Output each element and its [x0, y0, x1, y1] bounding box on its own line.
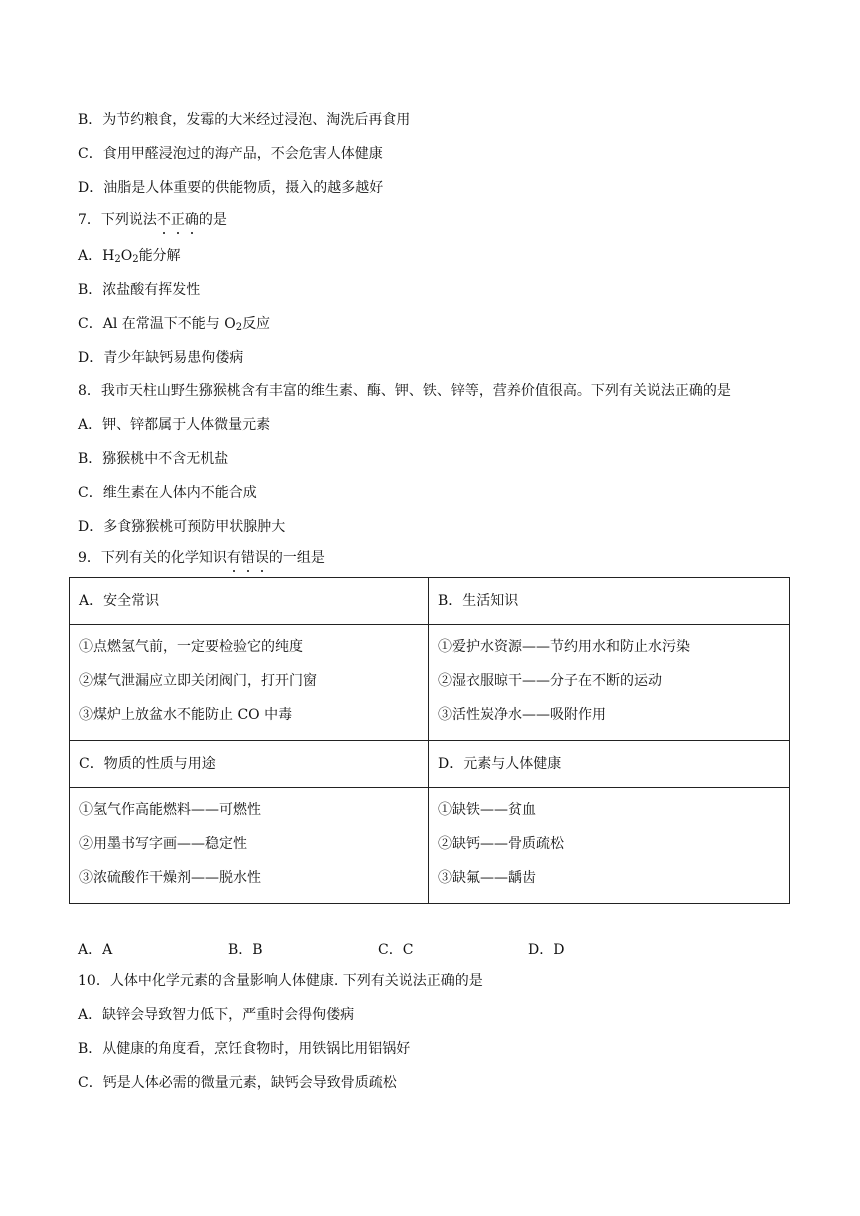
- q9-a-item-3: ③煤炉上放盆水不能防止 CO 中毒: [79, 707, 293, 723]
- q7-emph-char-2: 正: [171, 212, 185, 228]
- q6-option-c: C．食用甲醛浸泡过的海产品，不会危害人体健康: [78, 146, 383, 162]
- q6-option-b: B．为节约粮食，发霉的大米经过浸泡、淘洗后再食用: [78, 112, 411, 128]
- q9-cell-a-title: A．安全常识: [70, 578, 429, 625]
- q8-option-a: A．钾、锌都属于人体微量元素: [78, 417, 271, 433]
- q9-choice-d: D．D: [528, 942, 565, 958]
- q7-option-c: C．Al 在常温下不能与 $O_2$反应: [78, 316, 271, 333]
- q8-option-d: D．多食猕猴桃可预防甲状腺肿大: [78, 519, 286, 535]
- q8-stem: 8．我市天柱山野生猕猴桃含有丰富的维生素、酶、钾、铁、锌等，营养价值很高。下列有关说法正确的是: [78, 383, 731, 399]
- q9-emph-char-2: 错: [241, 550, 255, 566]
- q9-b-item-2: ②湿衣服晾干——分子在不断的运动: [438, 673, 662, 689]
- q9-d-item-3: ③缺氟——龋齿: [438, 870, 536, 886]
- q9-choice-c: C．C: [378, 942, 414, 958]
- q9-choice-b: B．B: [228, 942, 263, 958]
- q7-stem-post: 的是: [198, 212, 227, 228]
- q10-option-c: C．钙是人体必需的微量元素，缺钙会导致骨质疏松: [78, 1075, 397, 1091]
- q9-a-item-1: ①点燃氢气前，一定要检验它的纯度: [79, 639, 303, 655]
- q9-d-item-1: ①缺铁——贫血: [438, 802, 536, 818]
- q9-cell-c-items: [70, 788, 429, 904]
- q9-choice-a: A．A: [78, 942, 113, 958]
- q8-option-b: B．猕猴桃中不含无机盐: [78, 451, 229, 467]
- q7-stem-pre: 7．下列说法: [78, 212, 157, 228]
- q9-a-item-2: ②煤气泄漏应立即关闭阀门，打开门窗: [79, 673, 317, 689]
- q10-stem: 10．人体中化学元素的含量影响人体健康. 下列有关说法正确的是: [78, 973, 483, 989]
- q10-option-b: B．从健康的角度看，烹饪食物时，用铁锅比用铝锅好: [78, 1041, 411, 1057]
- q9-cell-d-title: D．元素与人体健康: [429, 741, 790, 788]
- q10-option-a: A．缺锌会导致智力低下，严重时会得佝偻病: [78, 1007, 355, 1023]
- q9-c-item-1: ①氢气作高能燃料——可燃性: [79, 802, 261, 818]
- q9-c-item-2: ②用墨书写字画——稳定性: [79, 836, 247, 852]
- q9-emph-char-1: 有: [227, 550, 241, 566]
- q6-option-d: D．油脂是人体重要的供能物质，摄入的越多越好: [78, 180, 384, 196]
- q9-d-item-2: ②缺钙——骨质疏松: [438, 836, 564, 852]
- q7-emph-char-3: 确: [185, 212, 199, 228]
- q9-cell-b-items: [429, 625, 790, 741]
- q9-b-item-3: ③活性炭净水——吸附作用: [438, 707, 606, 723]
- q9-c-item-3: ③浓硫酸作干燥剂——脱水性: [79, 870, 261, 886]
- q7-option-d: D．青少年缺钙易患佝偻病: [78, 350, 244, 366]
- q9-b-item-1: ①爱护水资源——节约用水和防止水污染: [438, 639, 690, 655]
- q9-emph-char-3: 误: [255, 550, 269, 566]
- q7-stem: [78, 211, 227, 229]
- q7-emph-char-1: 不: [157, 212, 171, 228]
- q9-cell-d-items: [429, 788, 790, 904]
- q7-option-b: B．浓盐酸有挥发性: [78, 282, 201, 298]
- q7-option-a: A．$H_2O_2$能分解: [78, 248, 181, 265]
- q9-cell-b-title: B．生活知识: [429, 578, 790, 625]
- q9-cell-c-title: C．物质的性质与用途: [70, 741, 429, 788]
- q8-option-c: C．维生素在人体内不能合成: [78, 485, 257, 501]
- q9-table: [69, 577, 790, 904]
- q9-stem: 9．下列有关的化学知识有 错 误 的一组是: [78, 549, 325, 567]
- q9-cell-a-items: [70, 625, 429, 741]
